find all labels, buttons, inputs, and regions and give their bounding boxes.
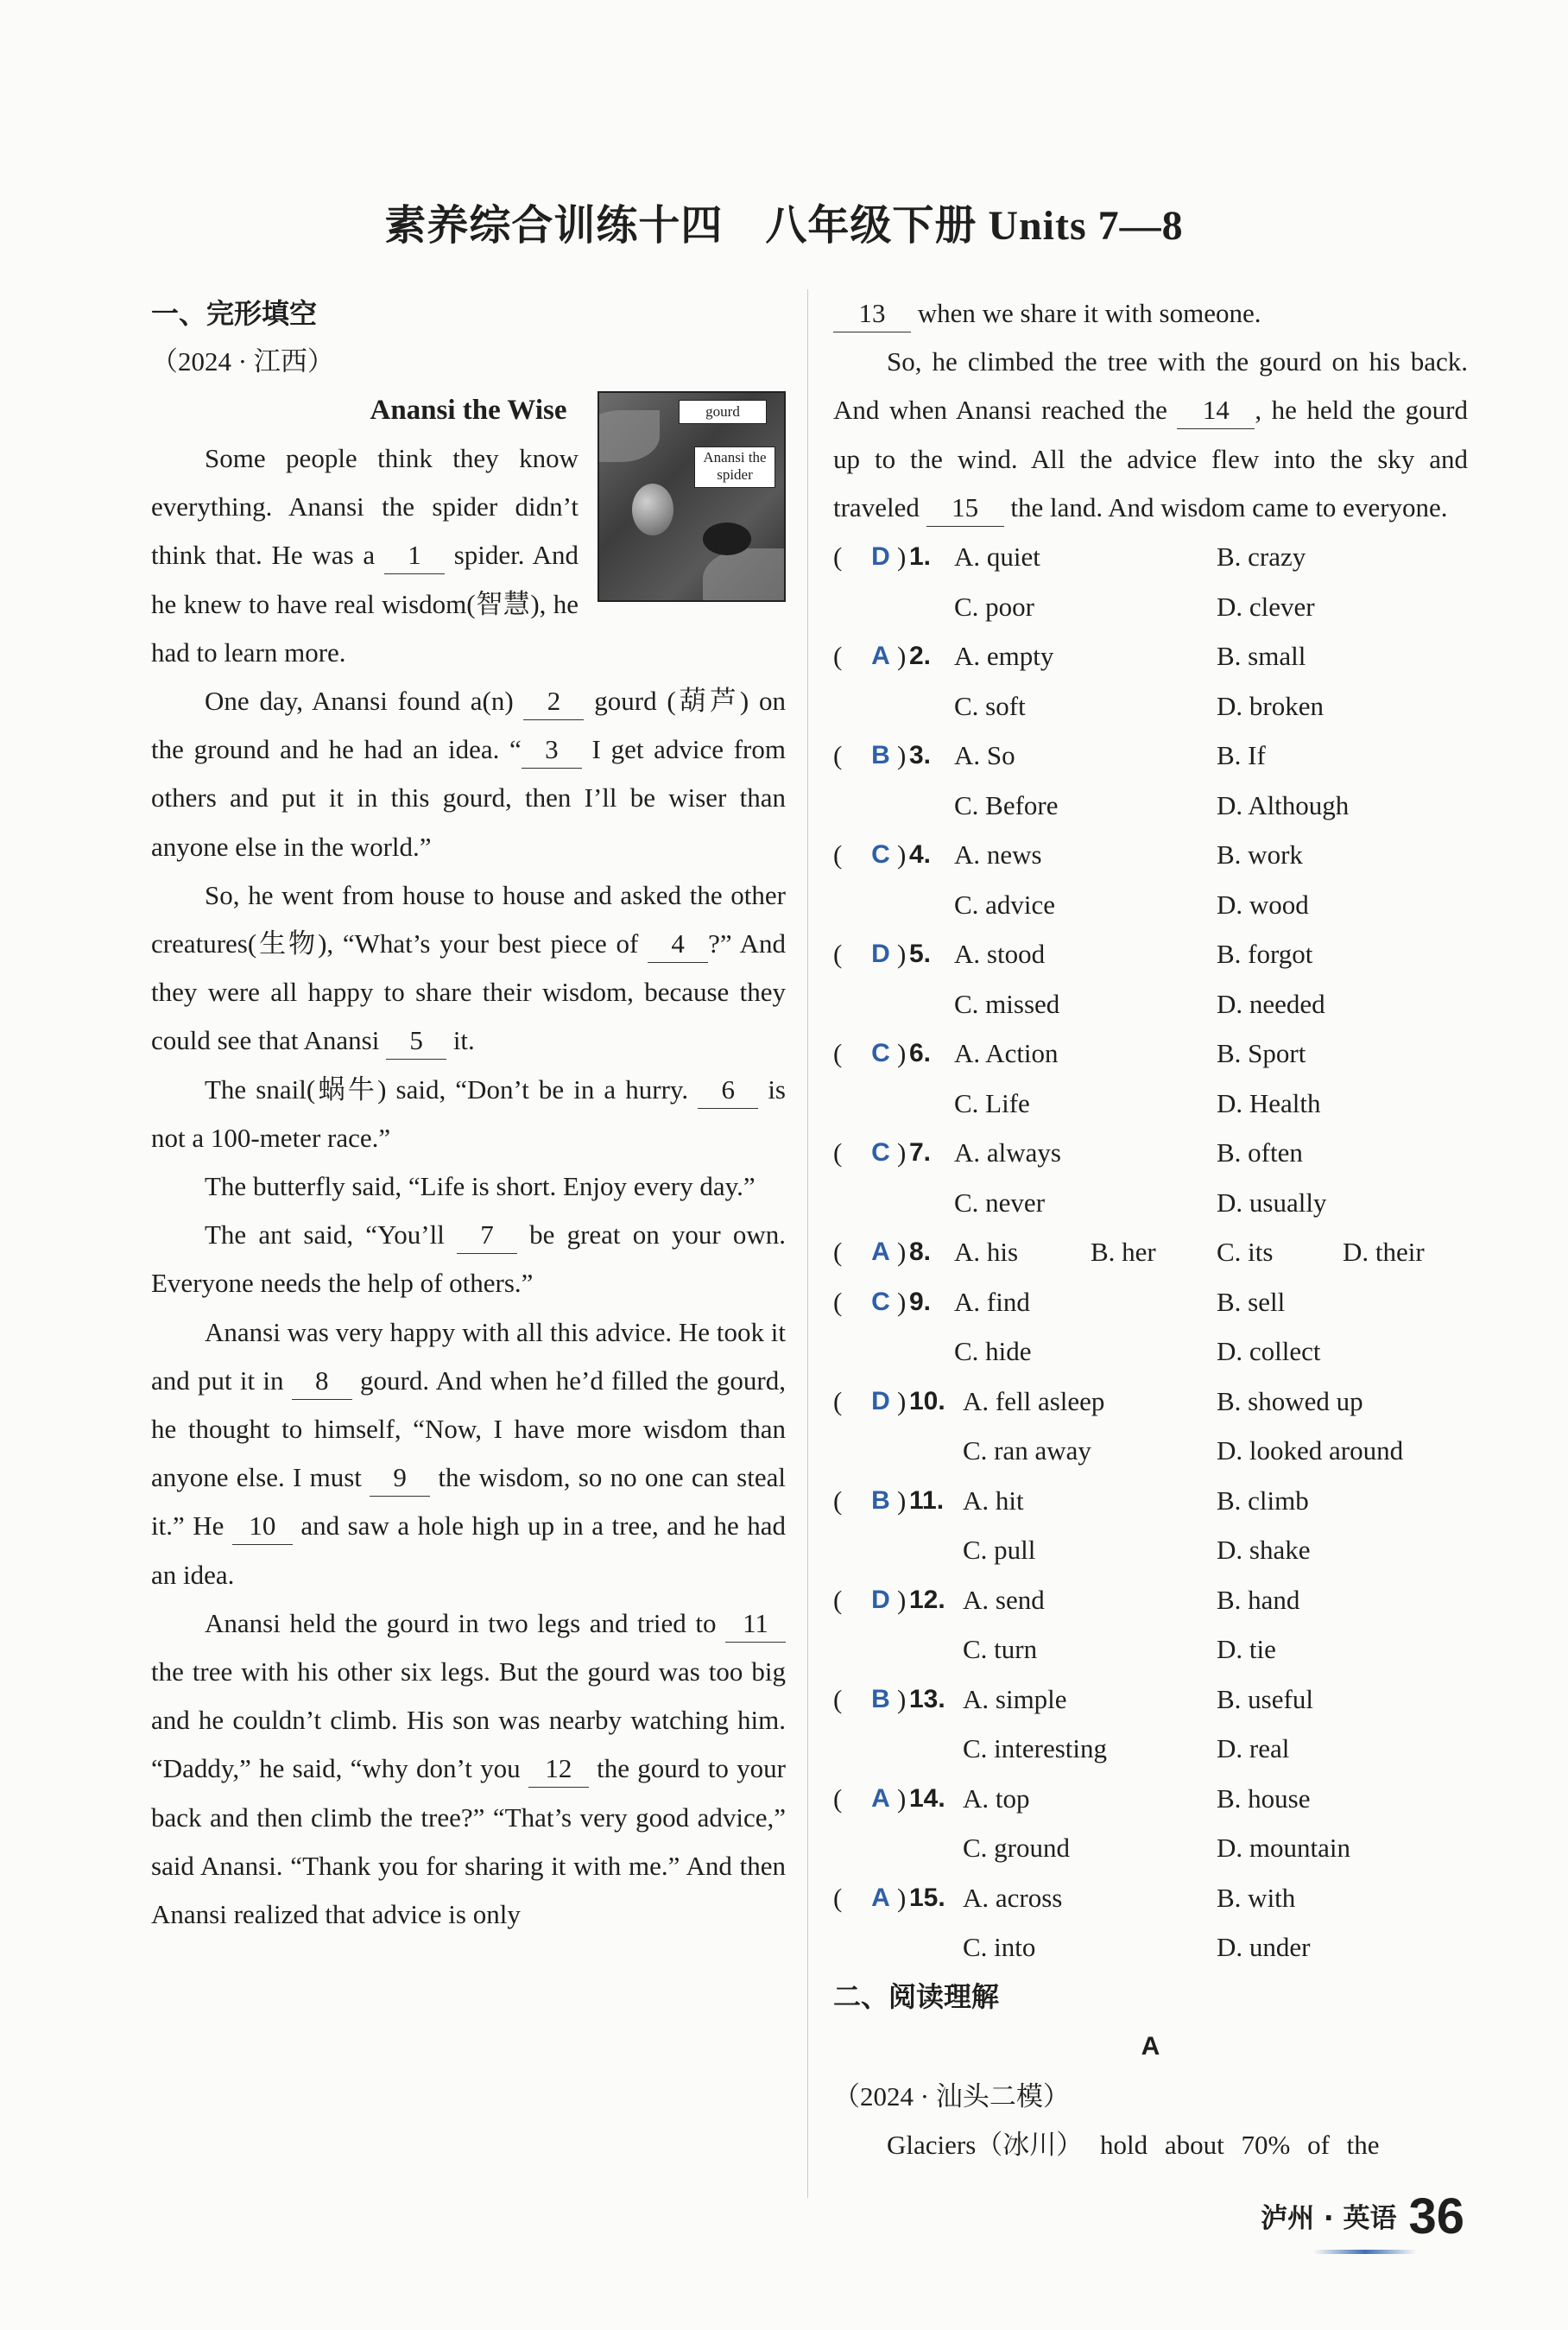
answer-letter: C bbox=[871, 1138, 890, 1168]
gourd-drawing bbox=[632, 484, 673, 535]
leaf-shape bbox=[703, 548, 786, 602]
option-c: C. advice bbox=[954, 889, 1056, 920]
question-row bbox=[833, 1128, 1468, 1178]
leaf-shape bbox=[597, 410, 660, 462]
section-heading-cloze: 一、完形填空 bbox=[151, 297, 318, 330]
answer-letter: C bbox=[871, 840, 890, 870]
answer-letter: B bbox=[871, 1485, 890, 1515]
question-row bbox=[833, 1774, 1468, 1824]
question-row-continued bbox=[833, 1426, 1468, 1476]
answer-letter: D bbox=[871, 1585, 890, 1614]
question-row bbox=[833, 1277, 1468, 1327]
question-number: 12. bbox=[909, 1585, 945, 1614]
question-row-continued bbox=[833, 1178, 1468, 1228]
gourd-callout: gourd bbox=[679, 400, 767, 424]
blank-10: 10 bbox=[232, 1508, 293, 1545]
cloze-paragraph-1: Some people think they know everything. Anansi the spider didn’t think that. He was a 1 spider. And he knew to have real wisdom(智慧), he had to learn more. bbox=[151, 443, 579, 668]
question-row-continued bbox=[833, 1326, 1468, 1377]
answer-letter: A bbox=[871, 1238, 890, 1267]
question-row bbox=[833, 1377, 1468, 1427]
question-row-continued bbox=[833, 880, 1468, 930]
blank-13: 13 bbox=[833, 295, 911, 332]
blank-11: 11 bbox=[725, 1605, 786, 1643]
close-paren: ) bbox=[897, 1237, 907, 1268]
passage-title: Anansi the Wise bbox=[370, 395, 567, 426]
option-c: C. Life bbox=[954, 1087, 1030, 1118]
answer-letter: A bbox=[871, 1883, 890, 1912]
question-list bbox=[833, 532, 1468, 1972]
cloze-paragraph-6: The ant said, “You’ll 7 be great on your own. Everyone needs the help of others.” bbox=[151, 1211, 786, 1307]
close-paren: ) bbox=[897, 1683, 907, 1714]
open-paren: ( bbox=[833, 1286, 843, 1317]
option-d: D. collect bbox=[1217, 1336, 1321, 1367]
option-c: C. never bbox=[954, 1187, 1046, 1218]
option-a: A. quiet bbox=[954, 541, 1040, 573]
cloze-paragraph-3: So, he went from house to house and asked the other creatures(生物), “What’s your best piece of 4 ?” And they were all happy to share their wisdom, because they could see that Anansi 5 it. bbox=[151, 871, 786, 1066]
reading-source: （2024 · 汕头二模） bbox=[833, 2080, 1070, 2112]
option-c: C. interesting bbox=[963, 1733, 1108, 1764]
option-d: D. their bbox=[1343, 1237, 1425, 1268]
blank-15: 15 bbox=[926, 490, 1004, 527]
close-paren: ) bbox=[897, 839, 907, 871]
option-a: A. hit bbox=[963, 1485, 1024, 1516]
right-column bbox=[833, 289, 1468, 2169]
option-b: B. forgot bbox=[1217, 939, 1313, 970]
question-row-continued bbox=[833, 1624, 1468, 1675]
question-row-continued bbox=[833, 979, 1468, 1029]
question-row-continued bbox=[833, 1823, 1468, 1873]
option-c: C. hide bbox=[954, 1336, 1032, 1367]
option-c: C. its bbox=[1217, 1237, 1274, 1268]
section-heading-reading: 二、阅读理解 bbox=[833, 1979, 1000, 2013]
answer-letter: D bbox=[871, 1386, 890, 1415]
option-c: C. soft bbox=[954, 690, 1026, 721]
option-a: A. empty bbox=[954, 641, 1054, 672]
option-c: C. ground bbox=[963, 1833, 1070, 1864]
open-paren: ( bbox=[833, 1385, 843, 1416]
question-number: 10. bbox=[909, 1386, 945, 1415]
blank-9: 9 bbox=[370, 1459, 430, 1497]
option-b: B. useful bbox=[1217, 1683, 1313, 1714]
cloze-paragraph-9: 13 when we share it with someone. bbox=[833, 289, 1468, 338]
spider-drawing bbox=[703, 522, 751, 555]
question-number: 9. bbox=[909, 1287, 932, 1316]
blank-6: 6 bbox=[698, 1072, 758, 1109]
option-d: D. Although bbox=[1217, 789, 1350, 820]
close-paren: ) bbox=[897, 1584, 907, 1615]
open-paren: ( bbox=[833, 1137, 843, 1168]
close-paren: ) bbox=[897, 641, 907, 672]
reading-paragraph-1: Glaciers（冰川） hold about 70% of the bbox=[887, 2129, 1380, 2160]
question-row-continued bbox=[833, 781, 1468, 831]
open-paren: ( bbox=[833, 1782, 843, 1814]
option-a: A. So bbox=[954, 740, 1015, 771]
option-b: B. sell bbox=[1217, 1286, 1286, 1317]
open-paren: ( bbox=[833, 541, 843, 573]
option-a: A. stood bbox=[954, 939, 1046, 970]
spider-callout: Anansi the spider bbox=[694, 446, 775, 488]
option-d: D. broken bbox=[1217, 690, 1324, 721]
question-number: 6. bbox=[909, 1039, 932, 1068]
cloze-paragraph-10: So, he climbed the tree with the gourd on his back. And when Anansi reached the 14 , he held the gourd up to the wind. All the advice flew into the sky and traveled 15 the land. And wisdom came to everyone. bbox=[833, 338, 1468, 532]
option-b: B. crazy bbox=[1217, 541, 1306, 573]
question-row bbox=[833, 532, 1468, 582]
option-c: C. ran away bbox=[963, 1435, 1091, 1466]
option-c: C. into bbox=[963, 1932, 1036, 1963]
option-d: D. clever bbox=[1217, 591, 1315, 622]
option-d: D. usually bbox=[1217, 1187, 1327, 1218]
close-paren: ) bbox=[897, 1485, 907, 1516]
question-row bbox=[833, 631, 1468, 681]
open-paren: ( bbox=[833, 1038, 843, 1069]
open-paren: ( bbox=[833, 740, 843, 771]
cloze-paragraph-8: Anansi held the gourd in two legs and tried to 11 the tree with his other six legs. But the gourd was too big and he couldn’t climb. His son was nearby watching him. “Daddy,” he said, “why don’t you 12 the gourd to your back and then climb the tree?” “That’s very good advice,” said Anansi. “Thank you for sharing it with me.” And then Anansi realized that advice is only bbox=[151, 1599, 786, 1939]
question-row-continued bbox=[833, 1922, 1468, 1972]
question-row-continued bbox=[833, 1724, 1468, 1774]
option-c: C. turn bbox=[963, 1634, 1038, 1665]
question-number: 15. bbox=[909, 1883, 945, 1912]
option-b: B. small bbox=[1217, 641, 1306, 672]
anansi-illustration bbox=[597, 391, 786, 602]
cloze-paragraph-5: The butterfly said, “Life is short. Enjoy every day.” bbox=[205, 1171, 756, 1202]
option-d: D. wood bbox=[1217, 889, 1309, 920]
option-d: D. looked around bbox=[1217, 1435, 1404, 1466]
reading-part-label: A bbox=[1141, 2031, 1160, 2061]
answer-letter: D bbox=[871, 542, 890, 572]
option-b: B. climb bbox=[1217, 1485, 1309, 1516]
close-paren: ) bbox=[897, 1286, 907, 1317]
question-row bbox=[833, 1873, 1468, 1923]
option-d: D. tie bbox=[1217, 1634, 1276, 1665]
question-row bbox=[833, 1029, 1468, 1079]
answer-letter: C bbox=[871, 1039, 890, 1068]
blank-2: 2 bbox=[523, 683, 584, 720]
open-paren: ( bbox=[833, 839, 843, 871]
answer-letter: C bbox=[871, 1287, 890, 1316]
page-footer bbox=[1261, 2175, 1464, 2244]
option-c: C. poor bbox=[954, 591, 1034, 622]
option-c: C. Before bbox=[954, 789, 1059, 820]
question-row bbox=[833, 1476, 1468, 1526]
option-b: B. If bbox=[1217, 740, 1266, 771]
open-paren: ( bbox=[833, 1237, 843, 1268]
close-paren: ) bbox=[897, 1038, 907, 1069]
close-paren: ) bbox=[897, 939, 907, 970]
option-a: A. news bbox=[954, 839, 1042, 871]
question-number: 4. bbox=[909, 840, 932, 870]
open-paren: ( bbox=[833, 1683, 843, 1714]
blank-3: 3 bbox=[522, 731, 582, 769]
close-paren: ) bbox=[897, 1882, 907, 1913]
open-paren: ( bbox=[833, 939, 843, 970]
option-b: B. her bbox=[1091, 1237, 1156, 1268]
blank-8: 8 bbox=[292, 1363, 352, 1400]
option-d: D. real bbox=[1217, 1733, 1290, 1764]
page-title: 素养综合训练十四 八年级下册 Units 7—8 bbox=[384, 203, 1184, 249]
question-row bbox=[833, 1227, 1468, 1277]
option-d: D. shake bbox=[1217, 1535, 1311, 1566]
question-number: 7. bbox=[909, 1138, 932, 1168]
blank-5: 5 bbox=[386, 1023, 446, 1060]
question-row-continued bbox=[833, 1079, 1468, 1129]
option-d: D. under bbox=[1217, 1932, 1311, 1963]
blank-4: 4 bbox=[648, 926, 708, 963]
close-paren: ) bbox=[897, 541, 907, 573]
cloze-paragraph-7: Anansi was very happy with all this advice. He took it and put it in 8 gourd. And when he’d filled the gourd, he thought to himself, “Now, I have more wisdom than anyone else. I must 9 the wisdom, so no one can steal it.” He 10 and saw a hole high up in a tree, and he had an idea. bbox=[151, 1316, 786, 1590]
option-d: D. mountain bbox=[1217, 1833, 1350, 1864]
footer-label: 泸州 · 英语 bbox=[1261, 2203, 1397, 2234]
open-paren: ( bbox=[833, 1584, 843, 1615]
column-divider bbox=[807, 289, 808, 2198]
question-number: 8. bbox=[909, 1238, 932, 1267]
blank-1: 1 bbox=[384, 537, 445, 574]
question-number: 3. bbox=[909, 741, 932, 770]
question-row bbox=[833, 830, 1468, 880]
cloze-paragraph-2: One day, Anansi found a(n) 2 gourd (葫芦) on the ground and he had an idea. “ 3 I get advice from others and put it in this gourd, then I’ll be wiser than anyone else in the world.” bbox=[151, 677, 786, 871]
answer-letter: B bbox=[871, 1684, 890, 1713]
question-number: 2. bbox=[909, 642, 932, 671]
option-a: A. simple bbox=[963, 1683, 1067, 1714]
question-number: 11. bbox=[909, 1485, 945, 1515]
option-b: B. with bbox=[1217, 1882, 1296, 1913]
option-a: A. find bbox=[954, 1286, 1030, 1317]
open-paren: ( bbox=[833, 1882, 843, 1913]
option-a: A. top bbox=[963, 1782, 1030, 1814]
close-paren: ) bbox=[897, 1137, 907, 1168]
option-a: A. his bbox=[954, 1237, 1019, 1268]
open-paren: ( bbox=[833, 1485, 843, 1516]
close-paren: ) bbox=[897, 1385, 907, 1416]
option-d: D. needed bbox=[1217, 988, 1325, 1019]
question-row bbox=[833, 1675, 1468, 1725]
blank-14: 14 bbox=[1177, 392, 1255, 429]
question-row bbox=[833, 1575, 1468, 1625]
option-d: D. Health bbox=[1217, 1087, 1321, 1118]
close-paren: ) bbox=[897, 1782, 907, 1814]
question-number: 5. bbox=[909, 940, 932, 969]
open-paren: ( bbox=[833, 641, 843, 672]
page-number: 36 bbox=[1408, 2188, 1464, 2245]
option-a: A. send bbox=[963, 1584, 1045, 1615]
option-a: A. across bbox=[963, 1882, 1063, 1913]
answer-letter: D bbox=[871, 940, 890, 969]
option-a: A. Action bbox=[954, 1038, 1059, 1069]
question-number: 1. bbox=[909, 542, 932, 572]
cloze-source: （2024 · 江西） bbox=[151, 346, 334, 377]
question-row-continued bbox=[833, 1525, 1468, 1575]
option-b: B. hand bbox=[1217, 1584, 1300, 1615]
question-row bbox=[833, 929, 1468, 979]
option-b: B. Sport bbox=[1217, 1038, 1306, 1069]
question-row bbox=[833, 731, 1468, 781]
answer-letter: A bbox=[871, 1783, 890, 1813]
question-number: 14. bbox=[909, 1783, 945, 1813]
option-b: B. house bbox=[1217, 1782, 1311, 1814]
blank-12: 12 bbox=[528, 1751, 589, 1788]
close-paren: ) bbox=[897, 740, 907, 771]
option-c: C. missed bbox=[954, 988, 1060, 1019]
option-b: B. work bbox=[1217, 839, 1303, 871]
left-column bbox=[151, 289, 786, 1939]
blank-7: 7 bbox=[457, 1217, 517, 1254]
answer-letter: B bbox=[871, 741, 890, 770]
question-number: 13. bbox=[909, 1684, 945, 1713]
option-b: B. showed up bbox=[1217, 1385, 1363, 1416]
option-c: C. pull bbox=[963, 1535, 1036, 1566]
option-b: B. often bbox=[1217, 1137, 1303, 1168]
answer-letter: A bbox=[871, 642, 890, 671]
option-a: A. always bbox=[954, 1137, 1061, 1168]
question-row-continued bbox=[833, 681, 1468, 731]
footer-accent-line bbox=[1313, 2250, 1417, 2254]
question-row-continued bbox=[833, 582, 1468, 632]
option-a: A. fell asleep bbox=[963, 1385, 1105, 1416]
cloze-paragraph-4: The snail(蜗牛) said, “Don’t be in a hurry. 6 is not a 100-meter race.” bbox=[151, 1066, 786, 1162]
